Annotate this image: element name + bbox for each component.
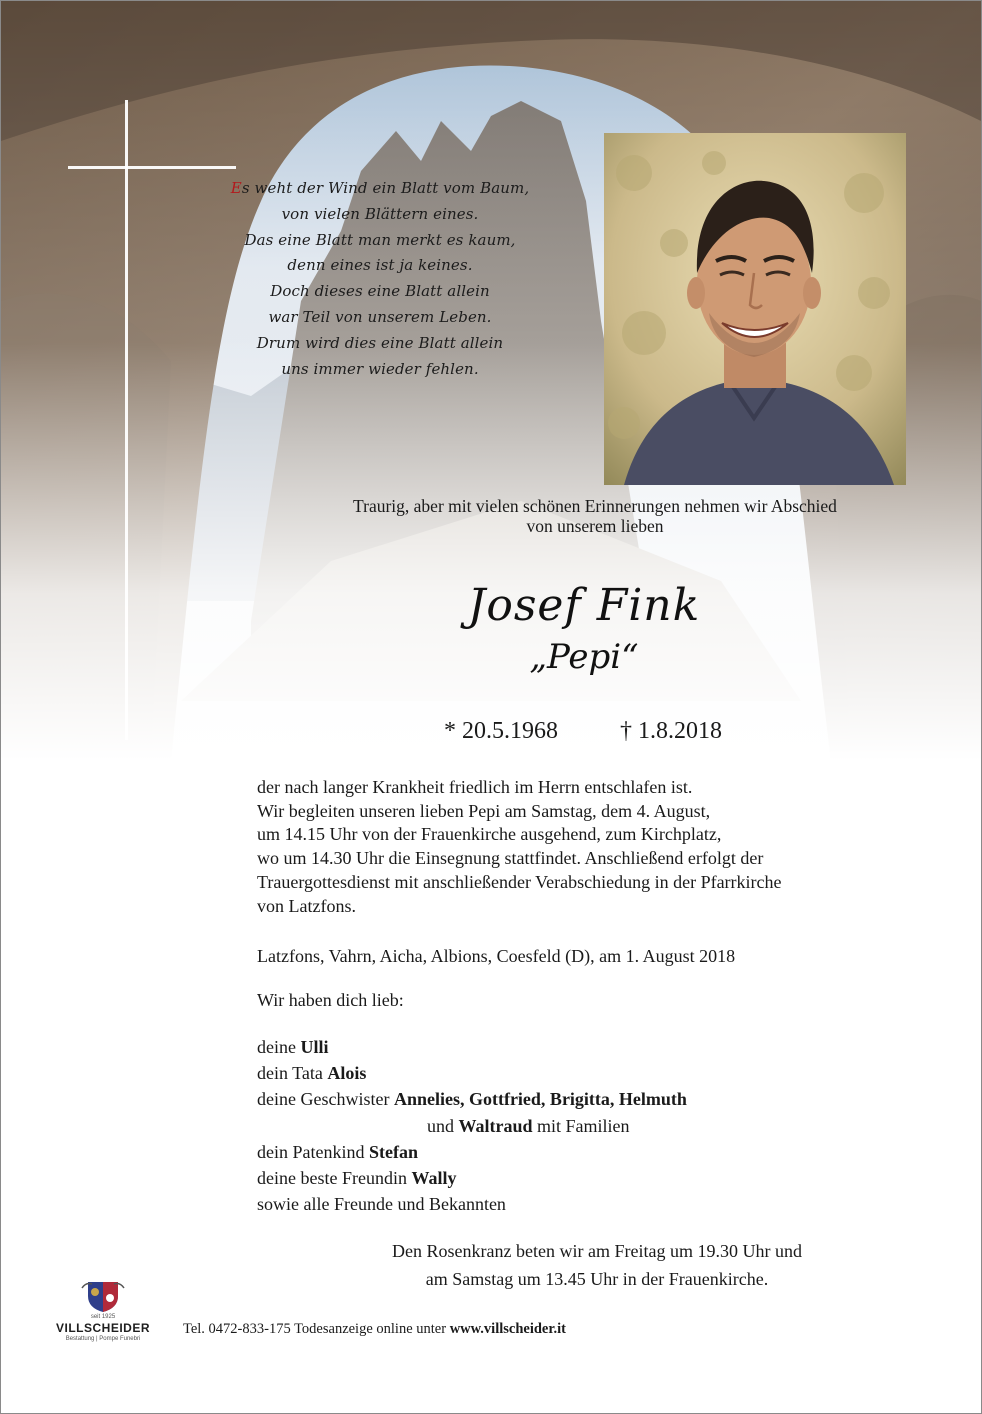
- poem-line: Das eine Blatt man merkt es kaum,: [244, 230, 516, 249]
- announcement-body: [257, 776, 947, 918]
- logo-since: seit 1925: [90, 1314, 116, 1320]
- body-line: Wir begleiten unseren lieben Pepi am Samstag, dem 4. August,: [257, 800, 711, 821]
- family-relation: dein Tata: [257, 1063, 328, 1084]
- intro-text: [230, 496, 960, 536]
- family-relation: deine Geschwister: [257, 1089, 394, 1110]
- love-line: Wir haben dich lieb:: [257, 990, 404, 1010]
- family-name: Wally: [411, 1168, 457, 1189]
- body-line: wo um 14.30 Uhr die Einsegnung stattfindet. Anschließend erfolgt der: [257, 848, 764, 869]
- family-name: Annelies, Gottfried, Brigitta, Helmuth: [393, 1089, 687, 1110]
- logo-wordmark: VILLSCHEIDER: [55, 1321, 150, 1335]
- portrait-photo: [604, 133, 906, 485]
- body-line: von Latzfons.: [257, 895, 356, 916]
- poem-initial: E: [230, 179, 242, 197]
- deceased-name: Josef Fink: [467, 580, 701, 631]
- family-name: Alois: [327, 1063, 367, 1084]
- coat-of-arms-icon: [48, 1278, 158, 1314]
- body-line: der nach langer Krankheit friedlich im Herrn entschlafen ist.: [257, 777, 693, 797]
- family-row: [257, 1139, 687, 1165]
- poem-line: [190, 176, 570, 202]
- family-relation: deine: [257, 1037, 301, 1057]
- family-row: [257, 1113, 687, 1139]
- family-list: [257, 1034, 687, 1217]
- deceased-nickname: „Pepi“: [529, 637, 639, 677]
- family-row: [257, 1034, 687, 1060]
- poem-line-text: s weht der Wind ein Blatt vom Baum,: [241, 179, 530, 197]
- family-name: Stefan: [368, 1141, 418, 1162]
- rosary-line: am Samstag um 13.45 Uhr in der Frauenkirche.: [425, 1268, 769, 1289]
- footer-website-link[interactable]: www.villscheider.it: [449, 1321, 566, 1337]
- family-relation: und: [427, 1115, 459, 1136]
- poem-line: war Teil von unserem Leben.: [268, 307, 492, 326]
- intro-line: von unserem lieben: [526, 516, 664, 536]
- family-suffix: mit Familien: [532, 1115, 630, 1136]
- family-row: [257, 1086, 687, 1112]
- rosary-line: Den Rosenkranz beten wir am Freitag um 19.30 Uhr und: [392, 1241, 802, 1261]
- poem-line: von vielen Blättern eines.: [281, 204, 479, 223]
- footer-text: Tel. 0472-833-175 Todesanzeige online unter: [183, 1321, 450, 1337]
- villscheider-logo: [48, 1278, 158, 1358]
- family-relation: dein Patenkind: [257, 1141, 369, 1162]
- poem-line: Drum wird dies eine Blatt allein: [256, 333, 504, 352]
- poem: [190, 176, 570, 382]
- rosary-notice: [300, 1238, 894, 1293]
- birth-date: * 20.5.1968: [444, 718, 558, 744]
- footer-contact: [183, 1321, 566, 1338]
- death-date: † 1.8.2018: [620, 718, 722, 744]
- family-row: [257, 1165, 687, 1191]
- poem-line: denn eines ist ja keines.: [287, 256, 473, 275]
- body-line: Trauergottesdienst mit anschließender Verabschiedung in der Pfarrkirche: [257, 871, 782, 892]
- family-row: [257, 1060, 687, 1086]
- family-name: Ulli: [300, 1037, 329, 1057]
- family-relation: deine beste Freundin: [257, 1168, 412, 1189]
- body-line: um 14.15 Uhr von der Frauenkirche ausgehend, zum Kirchplatz,: [257, 824, 722, 845]
- logo-subtitle: Bestattung | Pompe Funebri: [65, 1336, 141, 1342]
- intro-line: Traurig, aber mit vielen schönen Erinnerungen nehmen wir Abschied: [353, 496, 837, 516]
- life-dates: [444, 718, 722, 745]
- family-name: Waltraud: [458, 1115, 533, 1136]
- place-and-date: Latzfons, Vahrn, Aicha, Albions, Coesfeld (D), am 1. August 2018: [257, 946, 736, 966]
- poem-line: uns immer wieder fehlen.: [281, 359, 479, 378]
- poem-line: Doch dieses eine Blatt allein: [270, 282, 490, 301]
- family-row: sowie alle Freunde und Bekannten: [257, 1194, 506, 1215]
